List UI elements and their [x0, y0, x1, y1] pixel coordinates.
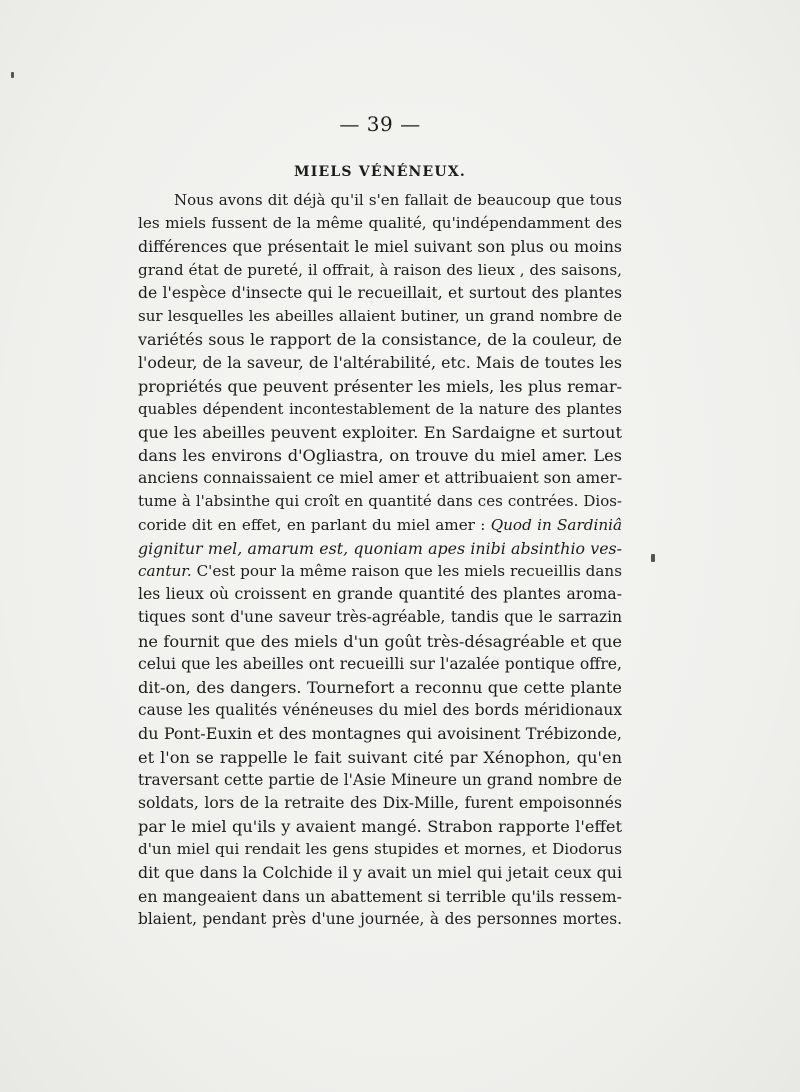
text-line: tiques sont d'une saveur très-agréable, tandis que le sarrazin — [138, 608, 622, 627]
text-line: tume à l'absinthe qui croît en quantité dans ces contrées. Dios- — [138, 492, 622, 511]
text-line: anciens connaissaient ce miel amer et attribuaient son amer- — [138, 469, 622, 488]
text-line-roman: C'est pour la même raison que les miels recueillis dans — [196, 562, 622, 580]
text-line-mixed — [138, 560, 622, 583]
text-line: ne fournit que des miels d'un goût très-désagréable et que — [138, 631, 622, 651]
latin-quote: cantur. — [138, 562, 192, 580]
text-line: de l'espèce d'insecte qui le recueillait, et surtout des plantes — [138, 283, 622, 302]
text-line: traversant cette partie de l'Asie Mineure un grand nombre de — [138, 770, 622, 789]
body-paragraph — [138, 189, 622, 931]
chapter-title: MIELS VÉNÉNEUX. — [294, 164, 466, 180]
margin-speck — [11, 72, 14, 78]
text-line: sur lesquelles les abeilles allaient butiner, un grand nombre de — [138, 306, 622, 325]
text-line: celui que les abeilles ont recueilli sur l'azalée pontique offre, — [138, 654, 622, 673]
text-line: dit-on, des dangers. Tournefort a reconnu que cette plante — [138, 677, 622, 697]
text-line: dans les environs d'Ogliastra, on trouve du miel amer. Les — [138, 446, 622, 466]
text-line: en mangeaient dans un abattement si terrible qu'ils ressem- — [138, 886, 622, 906]
text-line: d'un miel qui rendait les gens stupides et mornes, et Diodorus — [138, 840, 622, 859]
margin-speck — [651, 554, 655, 562]
text-line: les miels fussent de la même qualité, qu'indépendamment des — [138, 214, 622, 233]
text-line: les lieux où croissent en grande quantité des plantes aroma- — [138, 585, 622, 604]
text-line: et l'on se rappelle le fait suivant cité par Xénophon, qu'en — [138, 747, 622, 767]
text-line: cause les qualités vénéneuses du miel des bords méridionaux — [138, 701, 622, 720]
text-line: variétés sous le rapport de la consistance, de la couleur, de — [138, 330, 622, 350]
text-line: grand état de pureté, il offrait, à raison des lieux , des saisons, — [138, 260, 622, 279]
text-line: l'odeur, de la saveur, de l'altérabilité, etc. Mais de toutes les — [138, 353, 622, 373]
text-line: par le miel qu'ils y avaient mangé. Strabon rapporte l'effet — [138, 817, 622, 837]
text-line-mixed — [138, 514, 622, 537]
text-line: propriétés que peuvent présenter les miels, les plus remar- — [138, 376, 622, 396]
text-line-roman: coride dit en effet, en parlant du miel amer : — [138, 515, 486, 534]
text-line: différences que présentait le miel suivant son plus ou moins — [138, 237, 622, 257]
text-line: du Pont-Euxin et des montagnes qui avoisinent Trébizonde, — [138, 724, 622, 744]
text-line: quables dépendent incontestablement de la nature des plantes — [138, 399, 622, 418]
text-line: Nous avons dit déjà qu'il s'en fallait de beaucoup que tous — [174, 191, 622, 209]
text-line: soldats, lors de la retraite des Dix-Mille, furent empoisonnés — [138, 793, 622, 812]
text-line: blaient, pendant près d'une journée, à des personnes mortes. — [138, 909, 622, 928]
text-line: dit que dans la Colchide il y avait un miel qui jetait ceux qui — [138, 863, 622, 883]
text-line: que les abeilles peuvent exploiter. En Sardaigne et surtout — [138, 422, 622, 442]
page-number: — 39 — — [339, 112, 421, 136]
latin-quote: Quod in Sardiniâ — [490, 515, 622, 534]
latin-quote: gignitur mel, amarum est, quoniam apes inibi absinthio ves- — [138, 538, 622, 558]
